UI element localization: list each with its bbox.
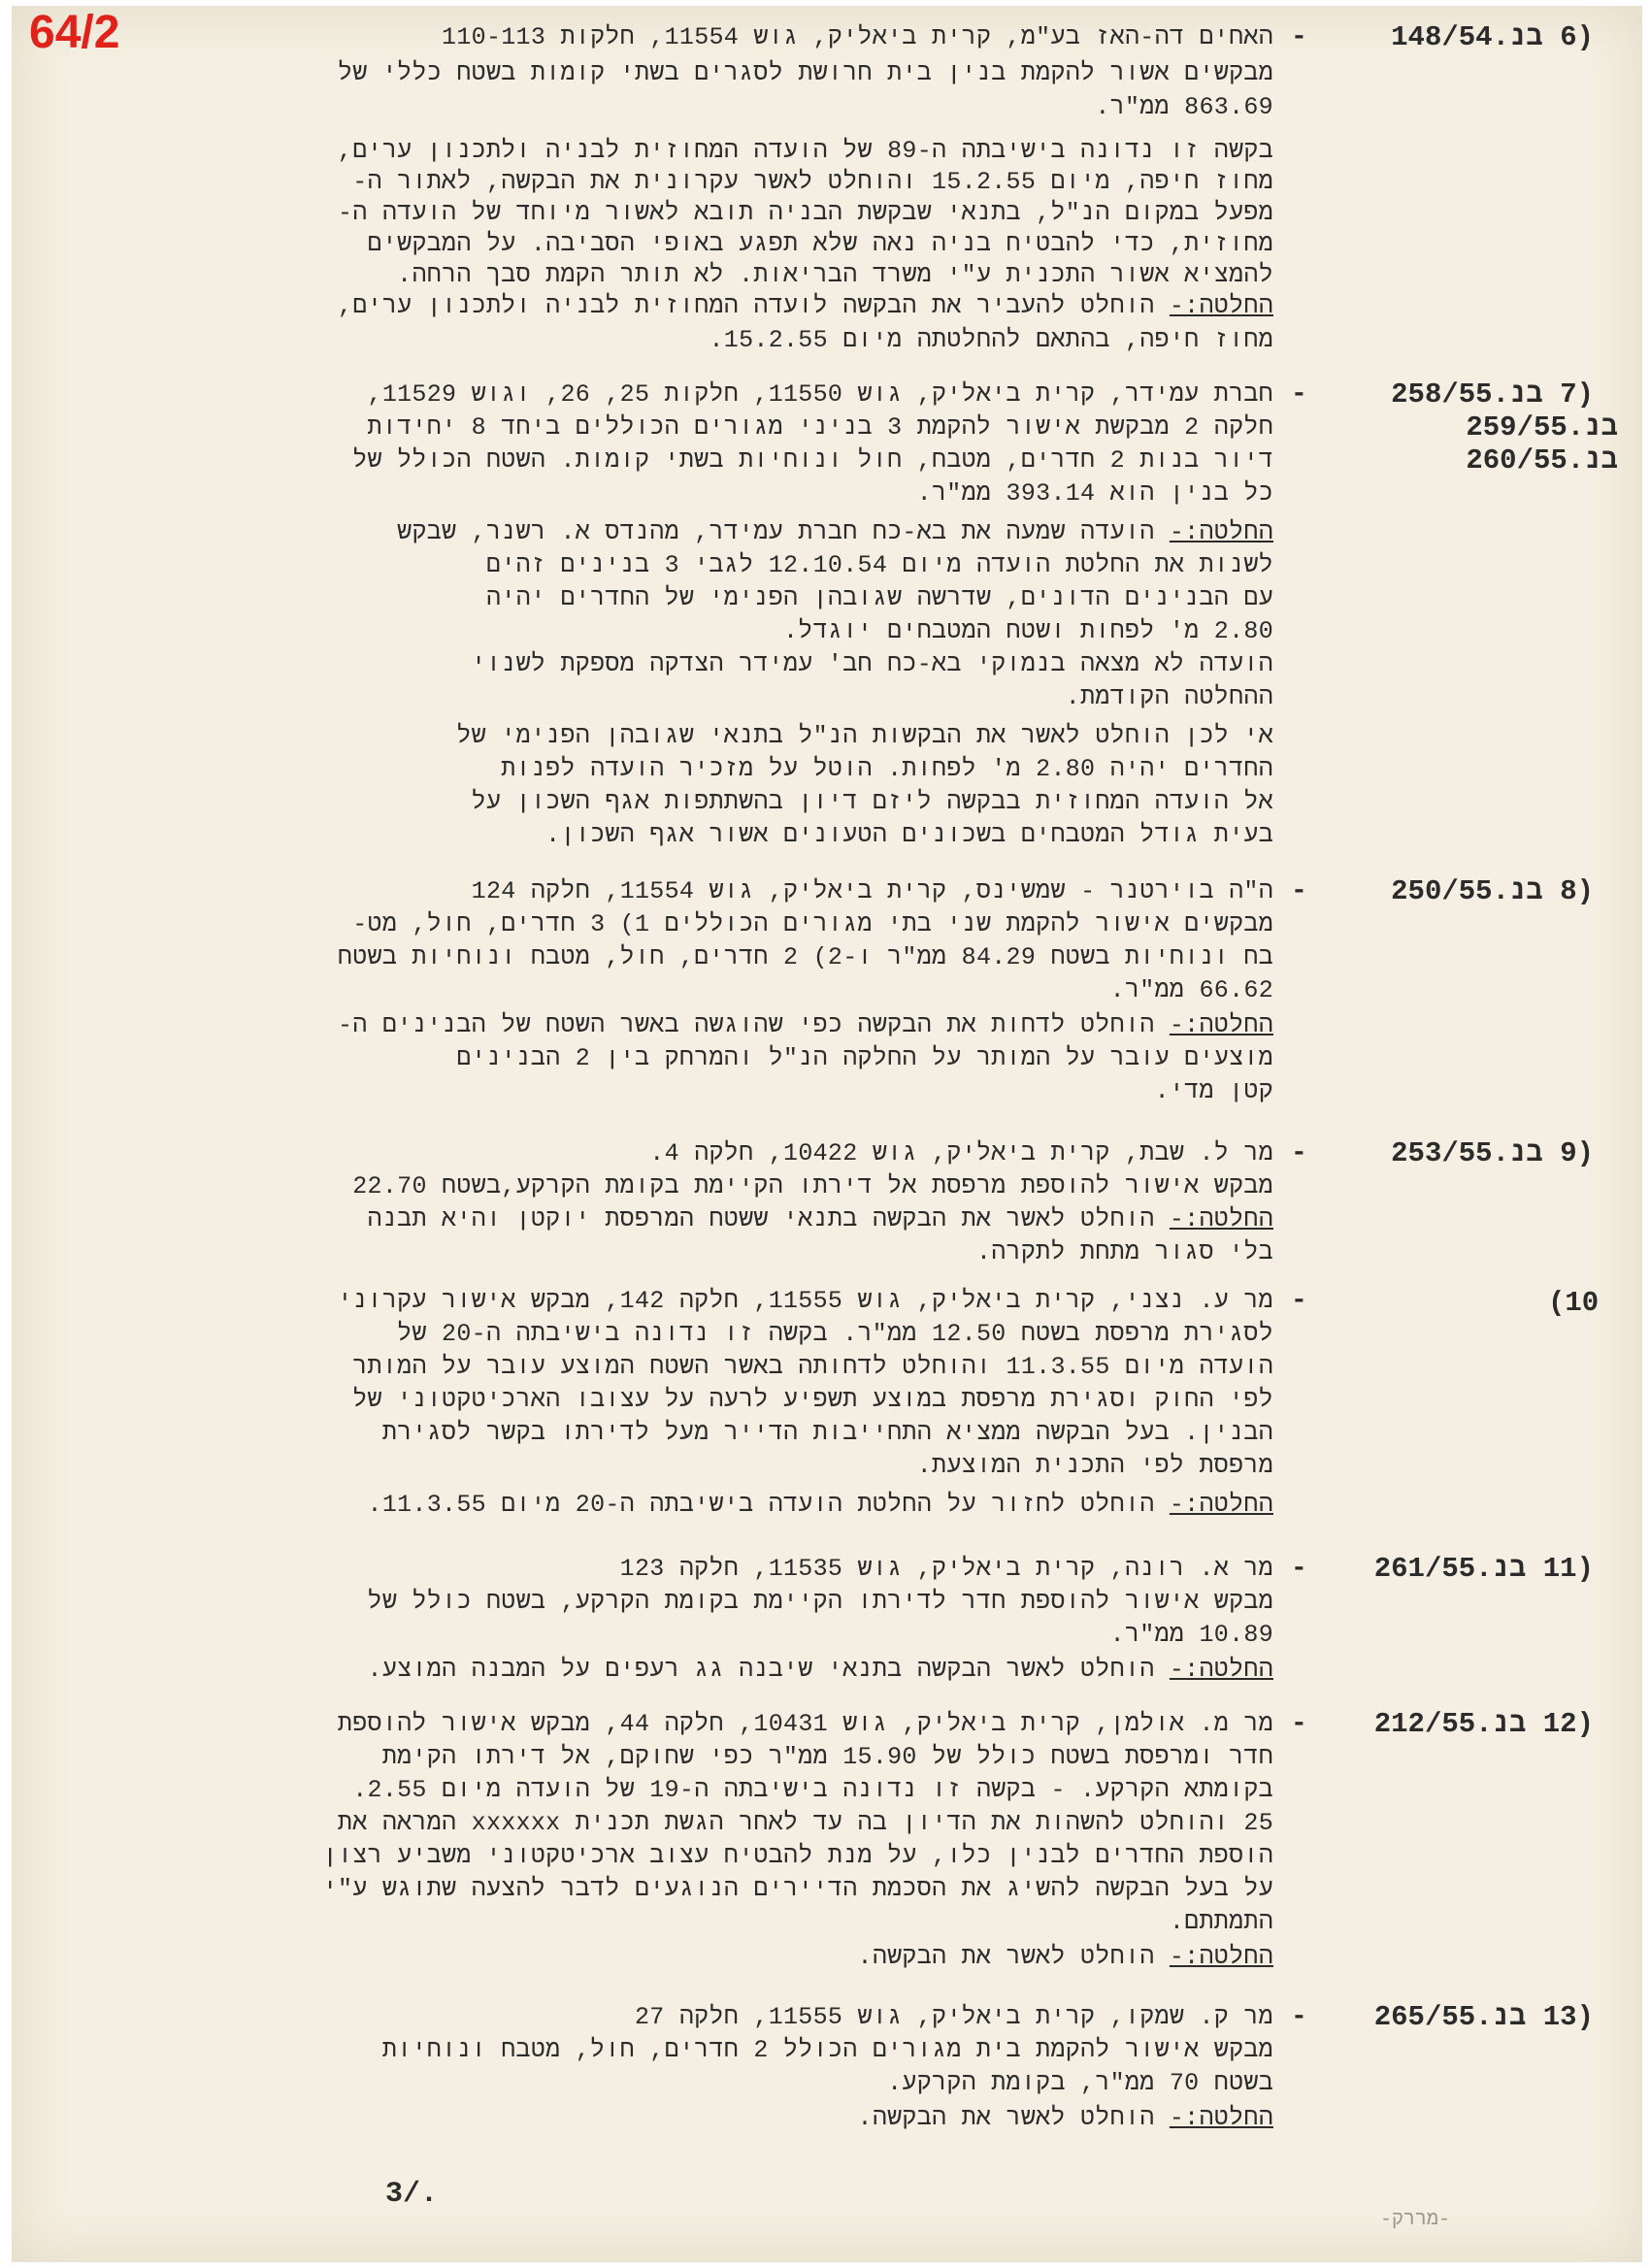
decision-label: החלטה:- [1169,2104,1273,2132]
text-line: הוספת החדרים לבנין כלו, על מנת להבטיח עצוב ארכיטקטוני משביע רצון [322,1842,1273,1870]
text-line: לסגירת מרפסת בשטח 12.50 ממ"ר. בקשה זו נדונה בישיבתה ה-20 של [397,1320,1273,1348]
text-line: מבקשים אישור להקמת שני בתי מגורים הכוללים 1) 3 חדרים, חול, מט- [352,910,1273,938]
text-line: החלטה:- הוחלט לדחות את הבקשה כפי שהוגשה באשר השטח של הבנינים ה- [337,1011,1273,1039]
text-line: האחים דה-האז בע"מ, קרית ביאליק, גוש 11554, חלקות 110-113 [442,23,1273,51]
text-line: חדר ומרפסת בשטח כולל של 15.90 ממ"ר כפי שחוקם, אל דירתו הקימת [381,1743,1273,1771]
text-line: דיור בנות 2 חדרים, מטבח, חול ונוחיות בשתי קומות. השטח הכולל של [352,446,1273,475]
reference-number: (8 בנ.250/55 [1391,875,1594,907]
reference-number: (13 בנ.265/55 [1373,2001,1594,2033]
text-line: לפי החוק וסגירת מרפסת במוצע תשפיע לרעה על עצובו הארכיטקטוני של [352,1386,1273,1414]
text-line: מבקש אישור להוספת מרפסת אל דירתו הקיימת בקומת הקרקע,בשטח 22.70 [352,1172,1273,1200]
decision-label: החלטה:- [1169,1011,1273,1039]
text-line: החלטה:- הוחלט לאשר את הבקשה. [857,1943,1273,1971]
text-line: ה"ה בוירטנר - שמשינס, קרית ביאליק, גוש 11554, חלקה 124 [471,877,1273,905]
decision-label: החלטה:- [1169,1491,1273,1519]
text-line: החלטה:- הוחלט לאשר הבקשה בתנאי שיבנה גג רעפים על המבנה המוצע. [367,1656,1273,1684]
text-line: מר מ. אולמן, קרית ביאליק, גוש 10431, חלקה 44, מבקש אישור להוספת [337,1710,1273,1738]
text-line: על בעל הבקשה להשיג את הסכמת הדיירים הנוגעים לדבר להצעה שתוגש ע"י [322,1875,1273,1903]
text-line: התמתתם. [1169,1908,1273,1936]
text-line: להמציא אשור התכנית ע"י משרד הבריאות. לא תותר הקמת סבך הרחה. [397,261,1273,289]
text-line: 66.62 ממ"ר. [1109,976,1273,1004]
text-line: 863.69 ממ"ר. [1095,93,1273,121]
decision-label: החלטה:- [1169,1205,1273,1233]
text-line: 25 והוחלט להשהות את הדיון בה עד לאחר הגשת תכנית xxxxxx המראה את [337,1809,1273,1837]
separator-dash: - [1291,1554,1307,1584]
reference-number: (11 בנ.261/55 [1373,1553,1594,1585]
separator-dash: - [1291,1286,1307,1316]
decision-label: החלטה:- [1169,1943,1273,1971]
text-line: עם הבנינים הדונים, שדרשה שגובהן הפנימי של החדרים יהיה [485,584,1273,612]
text-line: אי לכן הוחלט לאשר את הבקשות הנ"ל בתנאי שגובהן הפנימי של [456,722,1273,750]
text-line: החדרים יהיה 2.80 מ' לפחות. הוטל על מזכיר הועדה לפנות [501,755,1273,783]
text-line: מר ע. נצני, קרית ביאליק, גוש 11555, חלקה 142, מבקש אישור עקרוני [337,1287,1273,1315]
text-line: אל הועדה המחוזית בבקשה ליזם דיון בהשתתפות אגף השכון על [471,788,1273,816]
text-line: מבקש אישור להוספת חדר לדירתו הקיימת בקומת הקרקע, בשטח כולל של [367,1588,1273,1616]
text-line: מרפסת לפי התכנית המוצעת. [916,1452,1273,1480]
decision-label: החלטה:- [1169,292,1273,320]
reference-number: (9 בנ.253/55 [1391,1137,1594,1169]
separator-dash: - [1291,2002,1307,2032]
text-line: בקומתא הקרקע. - בקשה זו נדונה בישיבתה ה-19 של הועדה מיום 2.55. [352,1776,1273,1804]
text-line: 10.89 ממ"ר. [1109,1621,1273,1649]
text-line: כל בנין הוא 393.14 ממ"ר. [916,479,1273,508]
archive-stamp: 64/2 [29,7,120,58]
text-line: מחוז חיפה, מיום 15.2.55 והוחלט לאשר עקרונית את הבקשה, לאתור ה- [352,168,1273,196]
item-number: (10 [1548,1287,1600,1319]
text-line: לשנות את החלטת הועדה מיום 12.10.54 לגבי 3 בנינים זהים [485,551,1273,579]
separator-dash: - [1291,379,1307,410]
text-line: מר ל. שבת, קרית ביאליק, גוש 10422, חלקה 4. [649,1139,1273,1167]
text-line: החלטה:- הוחלט לחזור על החלטת הועדה בישיבתה ה-20 מיום 11.3.55. [367,1491,1273,1519]
decision-label: החלטה:- [1169,1656,1273,1684]
text-line: מר א. רונה, קרית ביאליק, גוש 11535, חלקה 123 [619,1555,1273,1583]
text-line: חברת עמידר, קרית ביאליק, גוש 11550, חלקות 25, 26, וגוש 11529, [367,380,1273,409]
reference-number: בנ.259/55 [1466,411,1618,444]
text-line: מחוזית, כדי להבטיח בניה נאה שלא תפגע באופי הסביבה. על המבקשים [367,230,1273,258]
page-number: 3/. [385,2178,439,2211]
text-line: מוצעים עובר על המותר על החלקה הנ"ל והמרחק בין 2 הבנינים [456,1044,1273,1072]
text-line: בח ונוחיות בשטח 84.29 ממ"ר ו-2) 2 חדרים, חול, מטבח ונוחיות בשטח [337,943,1273,971]
text-line: בלי סגור מתחת לתקרה. [975,1238,1273,1266]
separator-dash: - [1291,1138,1307,1168]
text-line: הועדה מיום 11.3.55 והוחלט לדחותה באשר השטח המוצע עובר על המותר [352,1353,1273,1381]
reference-number: בנ.260/55 [1466,444,1618,477]
text-line: מפעל במקום הנ"ל, בתנאי שבקשת הבניה תובא לאשור מיוחד של הועדה ה- [337,199,1273,227]
faint-mark: -מררק- [1380,2209,1451,2231]
text-line: החלטה:- הוחלט לאשר את הבקשה. [857,2104,1273,2132]
document-page [12,6,1642,2262]
reference-number: (7 בנ.258/55 [1391,378,1594,411]
text-line: בעית גודל המטבחים בשכונים הטעונים אשור אגף השכון. [545,821,1273,849]
separator-dash: - [1291,22,1307,52]
text-line: 2.80 מ' לפחות ושטח המטבחים יוגדל. [783,617,1273,645]
text-line: בשטח 70 ממ"ר, בקומת הקרקע. [887,2069,1273,2097]
text-line: חלקה 2 מבקשת אישור להקמת 3 בניני מגורים הכוללים ביחד 8 יחידות [367,413,1273,442]
reference-number: (6 בנ.148/54 [1391,21,1594,53]
separator-dash: - [1291,1709,1307,1739]
text-line: החלטה:- הועדה שמעה את בא-כח חברת עמידר, מהנדס א. רשנר, שבקש [397,518,1273,546]
text-line: מבקשים אשור להקמת בנין בית חרושת לסגרים בשתי קומות בשטח כללי של [337,59,1273,87]
text-line: מר ק. שמקו, קרית ביאליק, גוש 11555, חלקה 27 [634,2003,1273,2031]
decision-label: החלטה:- [1169,518,1273,546]
text-line: החלטה:- הוחלט להעביר את הבקשה לועדה המחוזית לבניה ולתכנון ערים, [337,292,1273,320]
text-line: הבנין. בעל הבקשה ממציא התחייבות הדייר מעל לדירתו בקשר לסגירת [381,1419,1273,1447]
text-line: מחוז חיפה, בהתאם להחלטתה מיום 15.2.55. [709,326,1273,354]
text-line: ההחלטה הקודמת. [1065,683,1273,711]
reference-number: (12 בנ.212/55 [1373,1708,1594,1740]
text-line: מבקש אישור להקמת בית מגורים הכולל 2 חדרים, חול, מטבח ונוחיות [381,2036,1273,2064]
text-line: הועדה לא מצאה בנמוקי בא-כח חב' עמידר הצדקה מספקת לשנוי [471,650,1273,678]
text-line: החלטה:- הוחלט לאשר את הבקשה בתנאי ששטח המרפסת יוקטן והיא תבנה [367,1205,1273,1233]
text-line: קטן מדי. [1154,1077,1273,1105]
text-line: בקשה זו נדונה בישיבתה ה-89 של הועדה המחוזית לבניה ולתכנון ערים, [337,137,1273,165]
separator-dash: - [1291,876,1307,906]
